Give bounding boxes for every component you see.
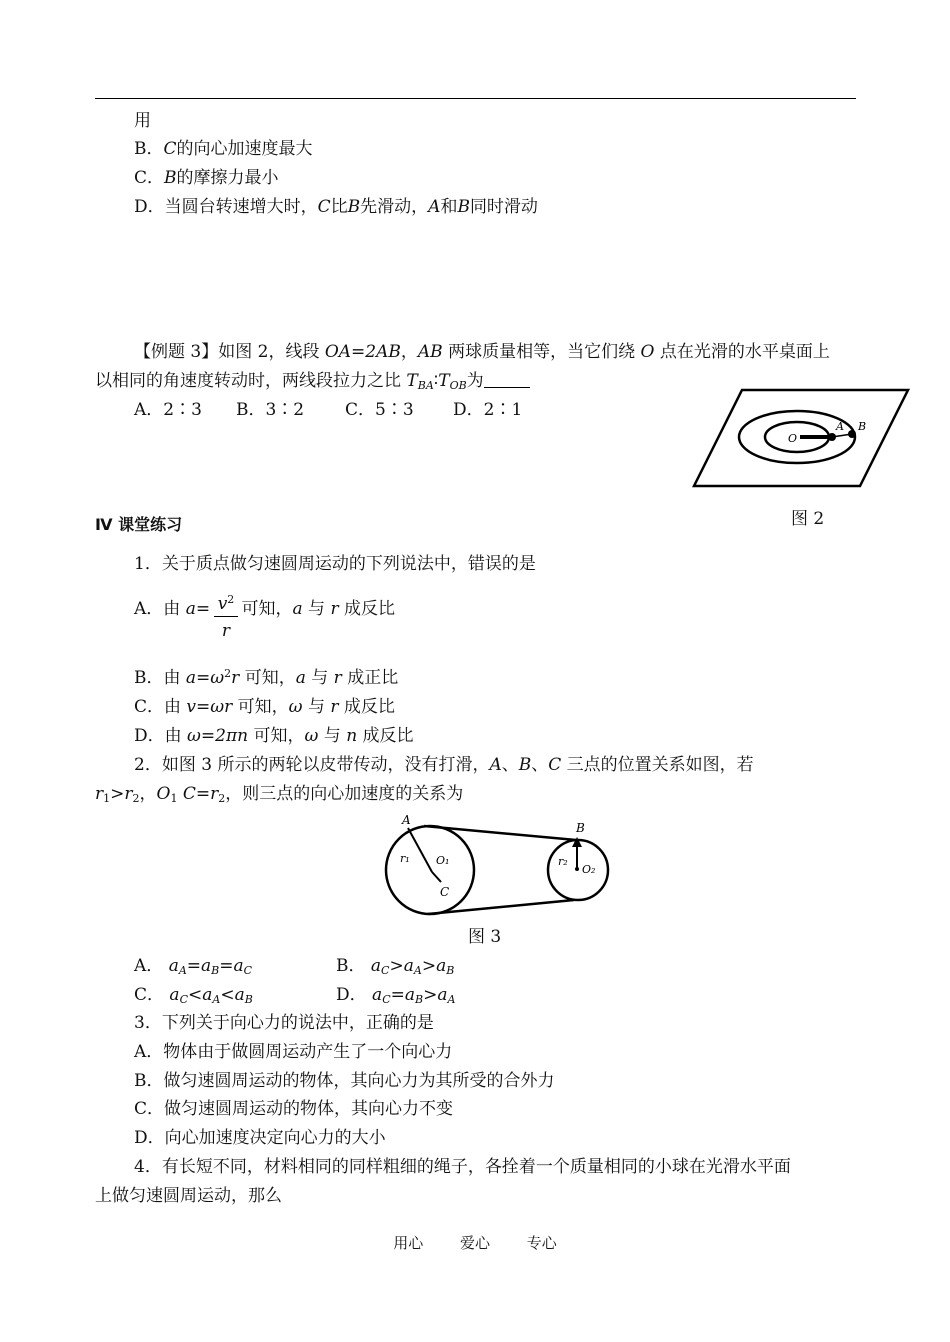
q2-option-a: A． $a_A=a_B=a_C$ <box>134 956 253 977</box>
prev-option-d: D．当圆台转速增大时，C比B先滑动，A和B同时滑动 <box>134 197 538 217</box>
footer-item: 爱心 <box>459 1234 490 1252</box>
q1-option-a: A．由 a= 可知，a 与 r 成反比 <box>134 599 395 619</box>
example3-line1: 【例题 3】如图 2，线段 OA=2AB，AB 两球质量相等，当它们绕 O 点在光滑的水平桌面上 <box>134 342 830 362</box>
q3-option-a: A．物体由于做圆周运动产生了一个向心力 <box>134 1042 453 1062</box>
figure-3-caption: 图 3 <box>468 927 502 947</box>
q1-stem: 1．关于质点做匀速圆周运动的下列说法中，错误的是 <box>134 554 536 574</box>
example3-option-c: C．5∶3 <box>345 400 414 420</box>
q3-option-d: D．向心加速度决定向心力的大小 <box>134 1128 386 1148</box>
q1-option-c: C．由 v=ωr 可知，ω 与 r 成反比 <box>134 697 395 717</box>
q2-option-b: B． $a_C>a_A>a_B$ <box>336 956 455 977</box>
label-a: A <box>402 813 411 827</box>
figure-2 <box>692 388 912 492</box>
example3-option-a: A．2∶3 <box>134 400 202 420</box>
q1-fraction: $v^2$ r <box>214 594 238 643</box>
prev-option-c: C．B的摩擦力最小 <box>134 168 279 188</box>
q4-line2: 上做匀速圆周运动，那么 <box>95 1186 282 1206</box>
example3-option-d: D．2∶1 <box>453 400 523 420</box>
label-c: C <box>440 885 450 899</box>
label-o2: O₂ <box>582 863 596 876</box>
belt-bottom <box>428 900 574 914</box>
q3-option-b: B．做匀速圆周运动的物体，其向心力为其所受的合外力 <box>134 1071 555 1091</box>
ball-b <box>848 430 856 438</box>
label-r1: r₁ <box>400 852 410 865</box>
top-fragment: 用 <box>134 111 151 131</box>
q2-line1: 2．如图 3 所示的两轮以皮带传动，没有打滑，A、B、C 三点的位置关系如图，若 <box>134 755 754 775</box>
page-footer <box>0 1232 950 1253</box>
header-rule <box>95 98 856 99</box>
segment-o1-c <box>432 872 441 882</box>
section-title: Ⅳ 课堂练习 <box>95 515 183 534</box>
example3-option-b: B．3∶2 <box>236 400 305 420</box>
q3-option-c: C．做匀速圆周运动的物体，其向心力不变 <box>134 1099 454 1119</box>
prev-option-b: B．C的向心加速度最大 <box>134 139 313 159</box>
arrow-head <box>572 837 582 847</box>
q1-option-d: D．由 ω=2πn 可知，ω 与 n 成反比 <box>134 726 414 746</box>
label-r2: r₂ <box>558 855 568 868</box>
q2-option-d: D． $a_C=a_B>a_A$ <box>336 985 456 1006</box>
label-a: A <box>836 420 844 433</box>
q3-stem: 3．下列关于向心力的说法中，正确的是 <box>134 1013 434 1033</box>
figure-3 <box>378 810 618 920</box>
q1-option-b: B．由 $a=\omega^2r$ 可知，a 与 r 成正比 <box>134 667 399 688</box>
footer-item: 用心 <box>393 1234 424 1252</box>
belt-top <box>424 826 576 840</box>
radius-r1 <box>408 828 432 872</box>
figure-2-caption: 图 2 <box>791 509 825 529</box>
label-b: B <box>576 821 585 835</box>
label-b: B <box>858 420 867 433</box>
footer-item: 专心 <box>526 1234 557 1252</box>
label-o: O <box>788 432 798 445</box>
q2-line2: $r_1>r_2$，$O_1$ $C=r_2$，则三点的向心加速度的关系为 <box>95 784 464 805</box>
label-o1: O₁ <box>436 854 450 867</box>
example3-line2: 以相同的角速度转动时，两线段拉力之比 $T_{BA}∶T_{OB}$为 <box>95 370 530 392</box>
q4-line1: 4．有长短不同，材料相同的同样粗细的绳子，各拴着一个质量相同的小球在光滑水平面 <box>134 1157 791 1177</box>
q2-option-c: C． $a_C<a_A<a_B$ <box>134 985 253 1006</box>
